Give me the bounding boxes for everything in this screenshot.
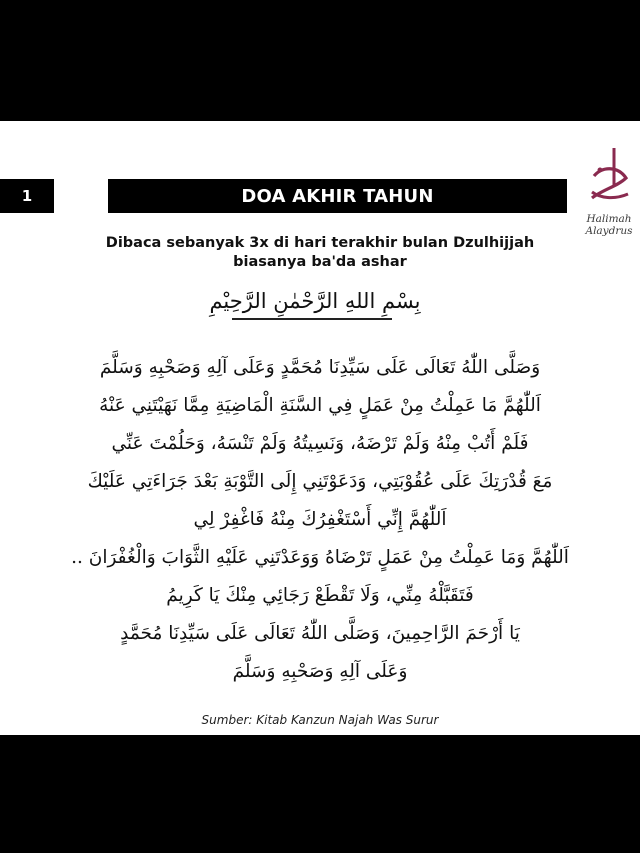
logo-name-line1: Halimah xyxy=(586,213,632,225)
doa-line: وَصَلَّى اللّٰهُ تَعَالَى عَلَى سَيِّدِنَا مُحَمَّدٍ وَعَلَى آلِهِ وَصَحْبِهِ وَسَلَّمَ xyxy=(99,357,541,378)
source-citation: Sumber: Kitab Kanzun Najah Was Surur xyxy=(201,713,439,727)
doa-line: مَعَ قُدْرَتِكَ عَلَى عُقُوْبَتِي، وَدَعَوْتَنِي إِلَى التَّوْبَةِ بَعْدَ جَرَاءَتِي عَلَيْكَ xyxy=(87,471,553,492)
doa-card xyxy=(0,121,640,735)
doa-line: اَللّٰهُمَّ إِنِّي أَسْتَغْفِرُكَ مِنْهُ فَاغْفِرْ لِي xyxy=(193,509,447,530)
logo-name-line2: Alaydrus xyxy=(585,225,633,237)
basmala-underline xyxy=(232,318,392,320)
calligraphy-logo-icon xyxy=(588,146,630,210)
doa-line: اَللّٰهُمَّ مَا عَمِلْتُ مِنْ عَمَلٍ فِي السَّنَةِ الْمَاضِيَةِ مِمَّا نَهَيْتَنِي عَنْهُ xyxy=(99,395,541,416)
subtitle-line2: biasanya ba'da ashar xyxy=(233,254,407,270)
doa-line: اَللّٰهُمَّ وَمَا عَمِلْتُ مِنْ عَمَلٍ تَرْضَاهُ وَوَعَدْتَنِي عَلَيْهِ الثَّوَابَ وَالْغُفْرَانَ .. xyxy=(71,547,569,568)
doa-line: فَتَقَبَّلْهُ مِنِّي، وَلَا تَقْطَعْ رَجَائِي مِنْكَ يَا كَرِيمُ xyxy=(166,585,474,606)
subtitle-line1: Dibaca sebanyak 3x di hari terakhir bulan Dzulhijjah xyxy=(105,235,535,251)
item-number-badge: 1 xyxy=(0,179,54,213)
doa-text xyxy=(40,349,600,691)
doa-line: فَلَمْ أَتُبْ مِنْهُ وَلَمْ تَرْضَهُ، وَنَسِيتُهُ وَلَمْ تَنْسَهُ، وَحَلُمْتَ عَنِّي xyxy=(111,433,529,454)
basmala: بِسْمِ اللهِ الرَّحْمٰنِ الرَّحِيْمِ xyxy=(209,289,421,313)
doa-line: يَا أَرْحَمَ الرَّاحِمِينَ، وَصَلَّى اللّٰهُ تَعَالَى عَلَى سَيِّدِنَا مُحَمَّدٍ xyxy=(120,623,520,644)
page-title: DOA AKHIR TAHUN xyxy=(108,179,567,213)
doa-line: وَعَلَى آلِهِ وَصَحْبِهِ وَسَلَّمَ xyxy=(232,661,408,682)
brand-logo xyxy=(578,146,640,248)
subtitle xyxy=(100,234,540,272)
